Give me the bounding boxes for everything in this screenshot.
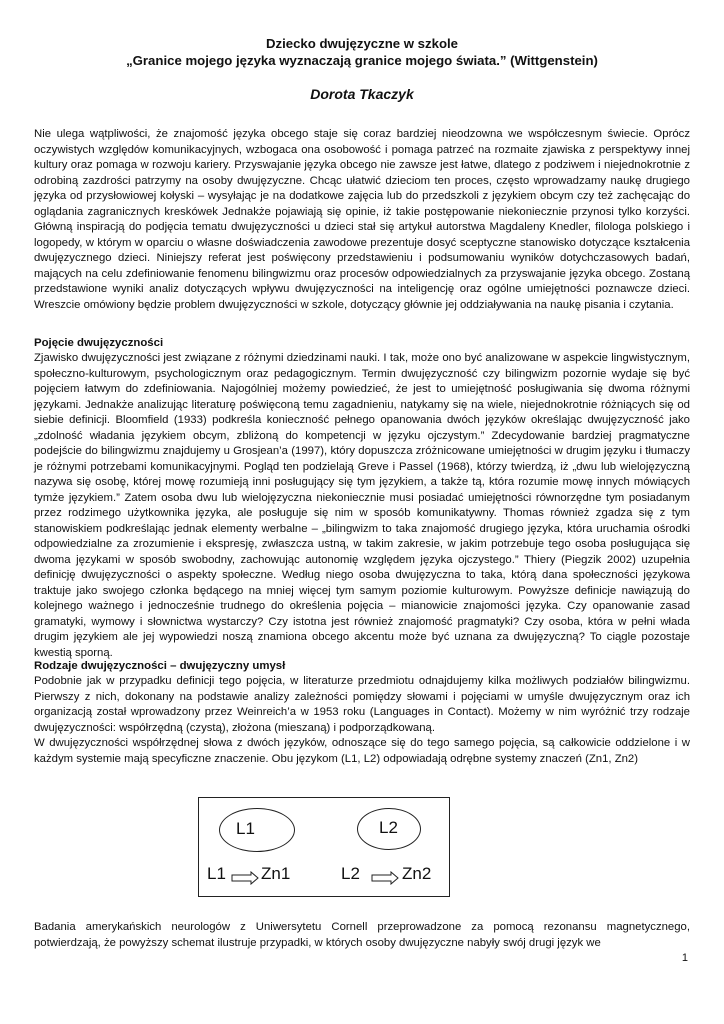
section-heading-types: Rodzaje dwujęzyczności – dwujęzyczny umysł <box>34 660 286 672</box>
left-to-label: Zn1 <box>261 864 291 883</box>
right-to-label: Zn2 <box>402 864 432 883</box>
ellipse-l1-label: L1 <box>236 819 255 838</box>
left-arrow-icon <box>231 871 259 885</box>
types-paragraph-2: W dwujęzyczności współrzędnej słowa z dwóch języków, odnoszące się do tego samego pojęcia, są całkowicie oddzielone i w każdym systemie mają specyficzne znaczenie. Obu językom (L1, L2) odpowiadają odrębne systemy znaczeń (Zn1, Zn2) <box>34 737 690 765</box>
author-name: Dorota Tkaczyk <box>310 86 414 102</box>
ellipse-l1 <box>219 808 295 852</box>
section-heading-definition: Pojęcie dwujęzyczności <box>34 337 164 349</box>
document-subtitle-quote: „Granice mojego języka wyznaczają granice mojego świata.” (Wittgenstein) <box>126 53 598 68</box>
page-number: 1 <box>681 952 688 964</box>
definition-paragraph: Zjawisko dwujęzyczności jest związane z różnymi dziedzinami nauki. I tak, może ono być analizowane w aspekcie lingwistycznym, społeczno-kulturowym, psychologicznym oraz pedagogicznym. Termin dwujęzyczność czy bilingwizm pozornie wydaje się być pojęciem łatwym do zdefiniowania. Najogólniej możemy powiedzieć, że jest to umiejętność posługiwania się dwoma różnymi językami. Jednakże analizując literaturę poświęconą temu zagadnieniu, natykamy się na wiele, niejednokrotnie różniących się od siebie definicji. Bloomfield (1933) podkreśla konieczność pełnego opanowania dwóch języków określając dwujęzyczność jako „zdolność władania językiem obcym, zbliżoną do kompetencji w języku ojczystym.” Zdecydowanie bardziej pragmatyczne podejście do bilingwizmu znajdujemy u Grosjean’a (1997), który dopuszcza zróżnicowane umiejętności w drugim języku i tłumaczy je różnymi potrzebami komunikacyjnymi. Pogląd ten podzielają Greve i Passel (1968), którzy twierdzą, iż „dwu lub wielojęzyczną nazywa się osobę, której mowę rozumieją inni posługujący się tym językiem, a także tą, która rozumie mowę innych mówiących tymże językiem.” Zatem osoba dwu lub wielojęzyczna niekoniecznie musi posiadać umiejętności równorzędne tym posiadanym przez rodzimego użytkownika języka, ale posługuje się nim w sposób komunikatywny. Thomas również zgadza się z tym stanowiskiem podkreślając jednak elementy werbalne – „bilingwizm to taka znajomość drugiego języka, która uruchamia ośrodki odpowiedzialne za zrozumienie i ekspresję, zwłaszcza ustną, w takim zakresie, w jakim potrzebuje tego osoba posługująca się dwoma językami w sposób swobodny, zachowując autonomię względem języka ojczystego.” Thiery (Piegzik 2002) uzupełnia definicję dwujęzyczności o aspekty społeczne. Według niego osoba dwujęzyczna to taka, którą dana społeczności językowa traktuje jako swojego członka będącego na mniej więcej tym samym poziomie kulturowym. Powyższe definicje nawiązują do kolejnego ważnego i jednocześnie trudnego do określenia pojęcia – mianowicie znajomości języka. Czy opanowanie zasad gramatyki, wymowy i słownictwa wystarczy? Czy istotna jest również znajomość pragmatyki? Czy osoba, która w pełni włada drugim językiem ale jej wypowiedzi noszą znamiona obcego akcentu może być uznana za dwujęzyczną? To ciągle pozostaje kwestią sporną. <box>34 352 690 659</box>
coordinate-bilingualism-diagram <box>198 797 450 897</box>
closing-paragraph: Badania amerykańskich neurologów z Uniwersytetu Cornell przeprowadzone za pomocą rezonansu magnetycznego, potwierdzają, że powyższy schemat ilustruje przypadki, w których osoby dwujęzyczne nabyły swój drugi język we <box>34 921 690 949</box>
ellipse-l2-label: L2 <box>379 818 398 837</box>
right-from-label: L2 <box>341 864 360 883</box>
right-arrow-icon <box>371 871 399 885</box>
types-paragraph-1: Podobnie jak w przypadku definicji tego pojęcia, w literaturze przedmiotu odnajdujemy kilka możliwych podziałów bilingwizmu. Pierwszy z nich, dokonany na podstawie analizy zależności pomiędzy słowami i pojęciami w umyśle dwujęzycznym oraz ich organizacją został wprowadzony przez Weinreich’a w 1953 roku (Languages in Contact). Możemy w nim wyróżnić trzy rodzaje dwujęzyczności: współrzędną (czystą), złożona (mieszaną) i podporządkowaną. <box>34 675 690 734</box>
document-title: Dziecko dwujęzyczne w szkole <box>265 36 459 51</box>
left-from-label: L1 <box>207 864 226 883</box>
intro-paragraph: Nie ulega wątpliwości, że znajomość języka obcego staje się coraz bardziej nieodzowna we współczesnym świecie. Oprócz oczywistych względów komunikacyjnych, wzbogaca ona osobowość i pomaga patrzeć na rozmaite zjawiska z perspektywy innej kultury oraz pomaga w rozwoju kariery. Przyswajanie języka obcego nie zawsze jest łatwe, dlatego z podziwem i niejednokrotnie z odrobiną zazdrości patrzymy na osoby dwujęzyczne. Chcąc ułatwić dzieciom ten proces, często wprowadzamy naukę drugiego języka od przysłowiowej kołyski – wysyłając je na dodatkowe zajęcia lub do przedszkoli z językiem obcym czy też zachęcając do oglądania zagranicznych kreskówek Jednakże pojawiają się opinie, iż takie postępowanie niekoniecznie przynosi tylko korzyści. Główną inspiracją do podjęcia tematu dwujęzyczności u dzieci stał się artykuł autorstwa Magdaleny Knedler, filologa polskiego i logopedy, w którym w oparciu o własne doświadczenia zawodowe prezentuje dosyć sceptyczne stanowisko dotyczące kształcenia dwujęzycznego dzieci. Niniejszy referat jest poświęcony przedstawieniu i podsumowaniu wyników dotychczasowych badań, mających na celu zdefiniowanie fenomenu bilingwizmu oraz procesów odpowiedzialnych za przyswajanie języka obcego. Zostaną przedstawione wyniki analiz dotyczących wpływu dwujęzyczności na inteligencję oraz ogólne umiejętności poznawcze dzieci. Wreszcie omówiony będzie problem dwujęzyczności w szkole, dotyczący głównie jej oddziaływania na naukę pisania i czytania. <box>34 128 690 311</box>
